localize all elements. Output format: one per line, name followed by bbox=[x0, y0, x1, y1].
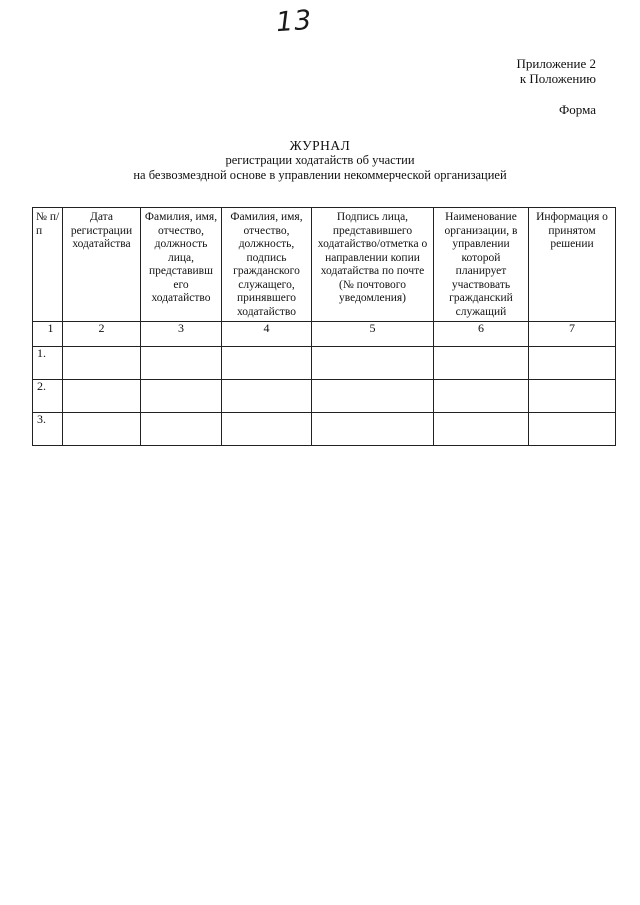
column-header-receiver: Фамилия, имя, отчество, должность, подпись гражданского служащего, принявшего ходатайство bbox=[222, 208, 312, 322]
table-cell bbox=[529, 347, 616, 380]
table-cell bbox=[141, 347, 222, 380]
row-number: 1. bbox=[33, 347, 63, 380]
table-row bbox=[33, 380, 616, 413]
table-cell bbox=[434, 413, 529, 446]
table-cell bbox=[434, 347, 529, 380]
column-header-organization: Наименование организации, в управлении которой планирует участвовать гражданский служащий bbox=[434, 208, 529, 322]
form-label: Форма bbox=[559, 102, 596, 117]
table-row bbox=[33, 413, 616, 446]
appendix-reference bbox=[516, 56, 596, 86]
journal-subtitle-1: регистрации ходатайств об участии bbox=[225, 153, 415, 167]
column-number: 3 bbox=[141, 322, 222, 347]
column-header-date: Дата регистрации ходатайства bbox=[63, 208, 141, 322]
journal-subtitle-2: на безвозмездной основе в управлении некоммерческой организацией bbox=[133, 168, 507, 182]
column-header-decision: Информация о принятом решении bbox=[529, 208, 616, 322]
journal-heading bbox=[0, 138, 640, 183]
column-header-applicant: Фамилия, имя, отчество, должность лица, представивш его ходатайство bbox=[141, 208, 222, 322]
table-row bbox=[33, 347, 616, 380]
table-cell bbox=[434, 380, 529, 413]
column-number: 4 bbox=[222, 322, 312, 347]
table-cell bbox=[141, 380, 222, 413]
table-header-row bbox=[33, 208, 616, 322]
column-number: 2 bbox=[63, 322, 141, 347]
table-cell bbox=[63, 347, 141, 380]
column-header-signature: Подпись лица, представившего ходатайство/отметка о направлении копии ходатайства по почте (№ почтового уведомления) bbox=[312, 208, 434, 322]
journal-table bbox=[32, 207, 616, 446]
table-cell bbox=[63, 380, 141, 413]
journal-title: ЖУРНАЛ bbox=[289, 138, 351, 153]
column-header-number: № п/п bbox=[33, 208, 63, 322]
table-cell bbox=[141, 413, 222, 446]
appendix-line-2: к Положению bbox=[519, 71, 596, 86]
row-number: 2. bbox=[33, 380, 63, 413]
table-cell bbox=[312, 347, 434, 380]
appendix-line-1: Приложение 2 bbox=[516, 56, 596, 71]
table-cell bbox=[529, 413, 616, 446]
table-cell bbox=[529, 380, 616, 413]
column-number: 1 bbox=[33, 322, 63, 347]
row-number: 3. bbox=[33, 413, 63, 446]
column-number: 5 bbox=[312, 322, 434, 347]
column-number-row bbox=[33, 322, 616, 347]
column-number: 6 bbox=[434, 322, 529, 347]
column-number: 7 bbox=[529, 322, 616, 347]
page-number: 13 bbox=[274, 4, 314, 39]
table-cell bbox=[312, 380, 434, 413]
table-cell bbox=[222, 380, 312, 413]
table-cell bbox=[312, 413, 434, 446]
table-cell bbox=[222, 347, 312, 380]
table-cell bbox=[222, 413, 312, 446]
table-cell bbox=[63, 413, 141, 446]
